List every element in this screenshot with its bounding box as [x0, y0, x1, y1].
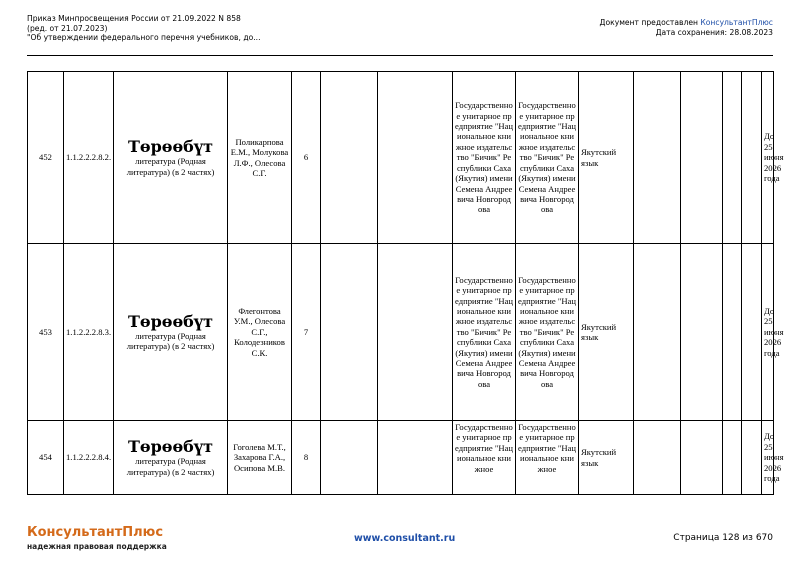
row-code: 1.1.2.2.2.8.3. [64, 244, 114, 421]
brand-link[interactable]: КонсультантПлюс [700, 18, 773, 27]
row-language: Якутский язык [579, 244, 634, 421]
empty-cell [681, 421, 723, 495]
empty-cell [321, 244, 378, 421]
table-row [28, 421, 774, 495]
row-rights-holder: Государственное унитарное предприятие "Национальное книжное [516, 421, 579, 495]
empty-cell [742, 421, 762, 495]
row-grade: 7 [292, 244, 321, 421]
title-big: Төрөөбүт [128, 137, 213, 157]
empty-cell [634, 421, 681, 495]
table-row [28, 72, 774, 244]
empty-cell [378, 72, 453, 244]
row-title [114, 244, 228, 421]
row-code: 1.1.2.2.2.8.2. [64, 72, 114, 244]
title-rest: литература (Родная литература) (в 2 частях) [126, 330, 215, 351]
table-row [28, 244, 774, 421]
row-publisher: Государственное унитарное предприятие "Национальное книжное издательство "Бичик" Республики Саха (Якутия) имени Семена Андреевича Новгородова [453, 72, 516, 244]
title-big: Төрөөбүт [128, 437, 213, 457]
row-title [114, 72, 228, 244]
empty-cell [681, 244, 723, 421]
empty-cell [378, 244, 453, 421]
row-number: 453 [28, 244, 64, 421]
empty-cell [742, 72, 762, 244]
row-term: До 25 июня 2026 года [762, 244, 774, 421]
empty-cell [742, 244, 762, 421]
empty-cell [321, 72, 378, 244]
empty-cell [681, 72, 723, 244]
empty-cell [634, 244, 681, 421]
empty-cell [723, 244, 742, 421]
row-number: 452 [28, 72, 64, 244]
row-publisher: Государственное унитарное предприятие "Национальное книжное издательство "Бичик" Республики Саха (Якутия) имени Семена Андреевича Новгородова [453, 244, 516, 421]
row-rights-holder: Государственное унитарное предприятие "Национальное книжное издательство "Бичик" Республики Саха (Якутия) имени Семена Андреевича Новгородова [516, 72, 579, 244]
row-code: 1.1.2.2.2.8.4. [64, 421, 114, 495]
empty-cell [723, 421, 742, 495]
document-header-left [27, 14, 261, 43]
provided-by-label: Документ предоставлен [599, 18, 698, 27]
textbook-table [27, 71, 784, 495]
row-authors: Гоголева М.Т., Захарова Г.А., Осипова М.В. [228, 421, 292, 495]
save-date: Дата сохранения: 28.08.2023 [655, 28, 773, 37]
row-term: До 25 июня 2026 года [762, 72, 774, 244]
row-language: Якутский язык [579, 72, 634, 244]
row-language: Якутский язык [579, 421, 634, 495]
footer-brand-logo: КонсультантПлюс [27, 525, 164, 540]
row-grade: 6 [292, 72, 321, 244]
title-big: Төрөөбүт [128, 311, 213, 331]
row-title [114, 421, 228, 495]
row-grade: 8 [292, 421, 321, 495]
row-authors: Поликарпова Е.М., Молукова Л.Ф., Олесова С.Г. [228, 72, 292, 244]
document-header-right [600, 18, 773, 38]
title-rest: литература (Родная литература) (в 2 частях) [126, 456, 215, 477]
doc-title-line2: (ред. от 21.07.2023) [27, 23, 108, 33]
row-authors: Флегонтова У.М., Олесова С.Г., Колодезников С.К. [228, 244, 292, 421]
row-term: До 25 июня 2026 года [762, 421, 774, 495]
doc-title-line3: "Об утверждении федерального перечня учебников, до... [27, 33, 261, 43]
row-publisher: Государственное унитарное предприятие "Национальное книжное [453, 421, 516, 495]
empty-cell [378, 421, 453, 495]
header-divider [27, 55, 773, 56]
footer-tagline: надежная правовая поддержка [27, 542, 167, 551]
doc-title-line1: Приказ Минпросвещения России от 21.09.2022 N 858 [27, 14, 241, 23]
row-number: 454 [28, 421, 64, 495]
footer-url-link[interactable]: www.consultant.ru [354, 533, 456, 544]
empty-cell [723, 72, 742, 244]
empty-cell [321, 421, 378, 495]
page-number: Страница 128 из 670 [673, 533, 773, 543]
empty-cell [634, 72, 681, 244]
title-rest: литература (Родная литература) (в 2 частях) [126, 156, 215, 177]
row-rights-holder: Государственное унитарное предприятие "Национальное книжное издательство "Бичик" Республики Саха (Якутия) имени Семена Андреевича Новгородова [516, 244, 579, 421]
